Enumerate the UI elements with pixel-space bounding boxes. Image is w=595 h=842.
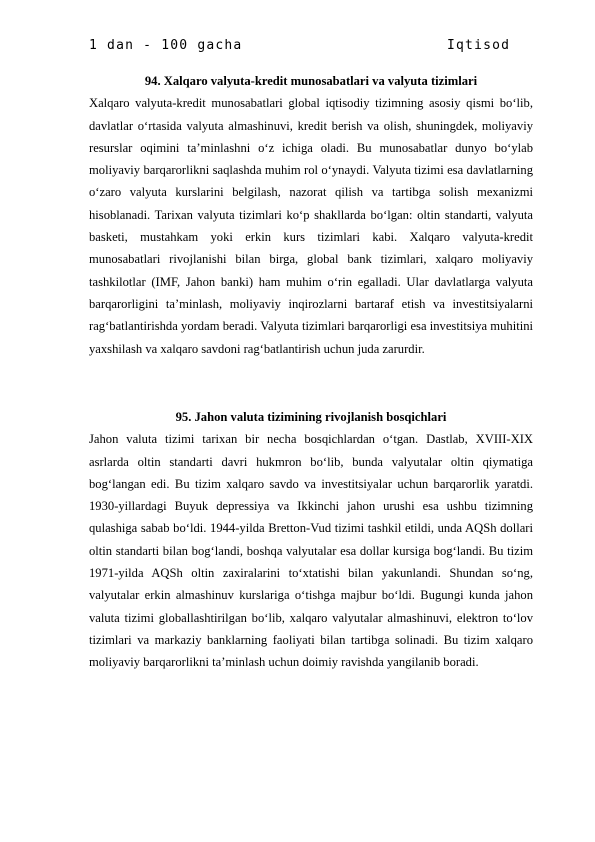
section-paragraph: Jahon valuta tizimi tarixan bir necha bosqichlardan o‘tgan. Dastlab, XVIII-XIX asrlarda oltin standarti davri hukmron bo‘lib, bunda valyutalar oltin qiymatiga bog‘langan edi. Bu tizim xalqaro savdo va investitsiyalar uchun barqarorlik yaratdi. 1930-yillardagi Buyuk depressiya va Ikkinchi jahon urushi esa ushbu tizimning qulashiga sabab bo‘ldi. 1944-yilda Bretton-Vud tizimi tashkil etildi, unda AQSh dollari oltin standarti bilan bog‘landi, boshqa valyutalar esa dollar kursiga bog‘landi. Bu tizim 1971-yilda AQSh oltin zaxiralarini to‘xtatishi bilan yakunlandi. Shundan so‘ng, valyutalar erkin almashinuv kurslariga o‘tishga majbur bo‘ldi. Bugungi kunda jahon valuta tizimi globallashtirilgan bo‘lib, xalqaro valyutalar almashinuvi, elektron to‘lov tizimlari va markaziy banklarning faoliyati bilan tartibga solinadi. Bu tizim xalqaro moliyaviy barqarorlikni ta’minlash uchun doimiy ravishda yangilanib boradi. (89, 432, 533, 670)
page-header (89, 38, 509, 56)
header-subject: Iqtisod (447, 38, 511, 53)
section-heading: 95. Jahon valuta tizimining rivojlanish bosqichlari (175, 410, 447, 424)
section-heading: 94. Xalqaro valyuta-kredit munosabatlari va valyuta tizimlari (144, 74, 478, 88)
section-94 (89, 70, 533, 360)
section-paragraph: Xalqaro valyuta-kredit munosabatlari global iqtisodiy tizimning asosiy qismi bo‘lib, davlatlar o‘rtasida valyuta almashinuvi, kredit berish va olish, shuningdek, moliyaviy resurslar oqimini ta’minlashni o‘z ichiga oladi. Bu munosabatlar dunyo bo‘ylab moliyaviy barqarorlikni saqlashda muhim rol o‘ynaydi. Valyuta tizimi esa davlatlarning o‘zaro valyuta kurslarini belgilash, nazorat qilish va tartibga solish mexanizmi hisoblanadi. Tarixan valyuta tizimlari ko‘p shakllarda bo‘lgan: oltin standarti, valyuta basketi, mustahkam yoki erkin kurs tizimlari kabi. Xalqaro valyuta-kredit munosabatlari rivojlanishi bilan birga, global bank tizimlari, xalqaro moliyaviy tashkilotlar (IMF, Jahon banki) ham muhim o‘rin egalladi. Ular davlatlarga valyuta barqarorligini ta’minlash, moliyaviy inqirozlarni bartaraf etish va investitsiyalarni rag‘batlantirishda yordam beradi. Valyuta tizimlari barqarorligi esa investitsiya muhitini yaxshilash va xalqaro savdoni rag‘batlantirish uchun juda zarurdir. (89, 96, 533, 356)
header-title: 1 dan - 100 gacha (89, 38, 243, 53)
section-95 (89, 406, 533, 674)
